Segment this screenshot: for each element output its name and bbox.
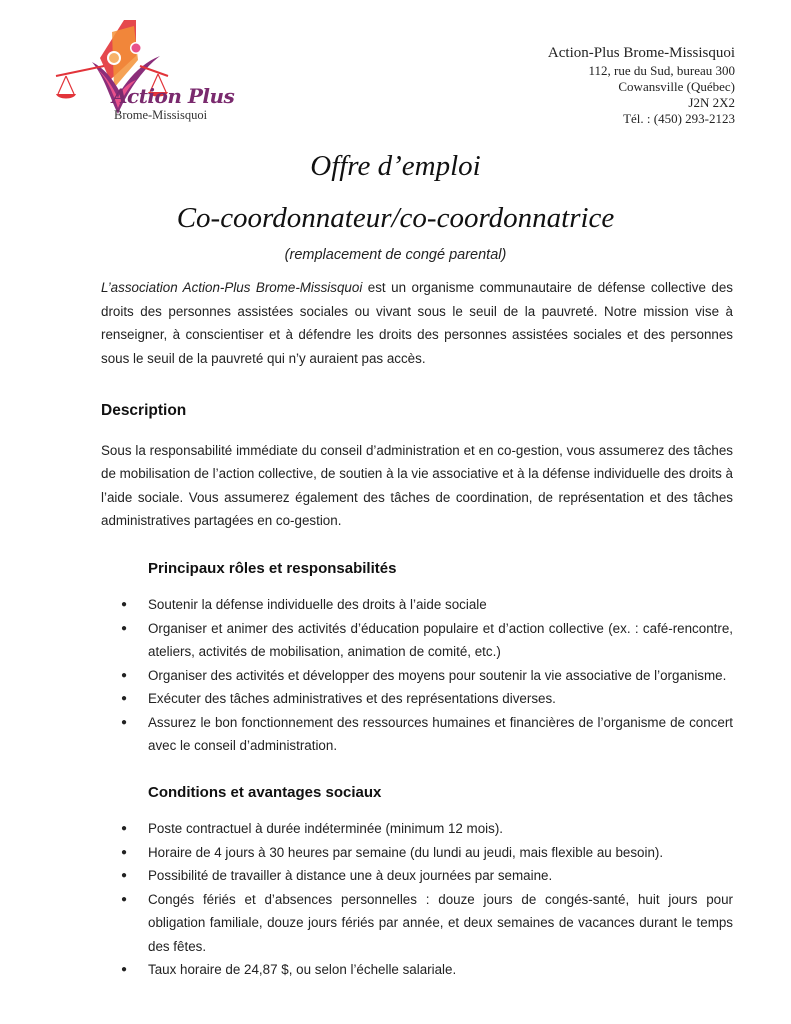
- roles-heading: Principaux rôles et responsabilités: [148, 559, 397, 577]
- list-item: ● Assurez le bon fonctionnement des ressources humaines et financières de l’organisme de concert avec le conseil d’administration.: [101, 711, 733, 758]
- conditions-heading: Conditions et avantages sociaux: [148, 783, 382, 801]
- document-body: [101, 276, 733, 982]
- list-item: ● Possibilité de travailler à distance une à deux journées par semaine.: [101, 864, 733, 888]
- list-item: ● Exécuter des tâches administratives et des représentations diverses.: [101, 687, 733, 711]
- list-item: ● Horaire de 4 jours à 30 heures par semaine (du lundi au jeudi, mais flexible au besoin).: [101, 841, 733, 865]
- address-phone: Tél. : (450) 293-2123: [623, 111, 735, 126]
- address-block: [548, 44, 735, 127]
- list-item: ● Organiser des activités et développer des moyens pour soutenir la vie associative de l’organisme.: [101, 664, 733, 688]
- list-item: ● Soutenir la défense individuelle des droits à l’aide sociale: [101, 593, 733, 617]
- intro-text: est un organisme communautaire de défense collective des droits des personnes assistées sociales ou vivant sous le seuil de la pauvreté. Notre mission vise à renseigner, à conscientiser et à défendre les droits des personnes assistées sociales et des personnes sous le seuil de la pauvreté qui n’y auraient pas accès.: [101, 280, 733, 366]
- intro-paragraph: [101, 276, 733, 370]
- position-subtitle: (remplacement de congé parental): [284, 247, 507, 263]
- position-title: Co-coordonnateur/co-coordonnatrice: [176, 202, 615, 234]
- description-paragraph: Sous la responsabilité immédiate du conseil d’administration et en co-gestion, vous assumerez des tâches de mobilisation de l’action collective, de soutien à la vie associative et à la défense individuelle des droits à l’aide sociale. Vous assumerez également des tâches de coordination, de représentation et des tâches administratives partagées en co-gestion.: [101, 442, 733, 528]
- address-street: 112, rue du Sud, bureau 300: [588, 63, 735, 78]
- address-postal: J2N 2X2: [688, 95, 735, 110]
- conditions-list: [101, 817, 733, 982]
- address-org: Action-Plus Brome-Missisquoi: [547, 45, 735, 61]
- intro-org-name: L’association Action-Plus Brome-Missisquoi: [101, 280, 363, 295]
- list-item: ● Taux horaire de 24,87 $, ou selon l’échelle salariale.: [101, 958, 733, 982]
- list-item: ● Poste contractuel à durée indéterminée (minimum 12 mois).: [101, 817, 733, 841]
- roles-list: [101, 593, 733, 758]
- address-city: Cowansville (Québec): [618, 79, 735, 94]
- document-title: Offre d’emploi: [310, 150, 481, 182]
- logo-name: Action Plus: [112, 84, 235, 108]
- list-item: ● Organiser et animer des activités d’éducation populaire et d’action collective (ex. : café-rencontre, ateliers, activités de mobilisation, animation de comité, etc.): [101, 617, 733, 664]
- description-heading: Description: [101, 402, 187, 419]
- logo-subname: Brome-Missisquoi: [114, 108, 208, 122]
- list-item: ● Congés fériés et d’absences personnelles : douze jours de congés-santé, huit jours pour obligation familiale, douze jours fériés par année, et deux semaines de vacances durant le temps des fêtes.: [101, 888, 733, 959]
